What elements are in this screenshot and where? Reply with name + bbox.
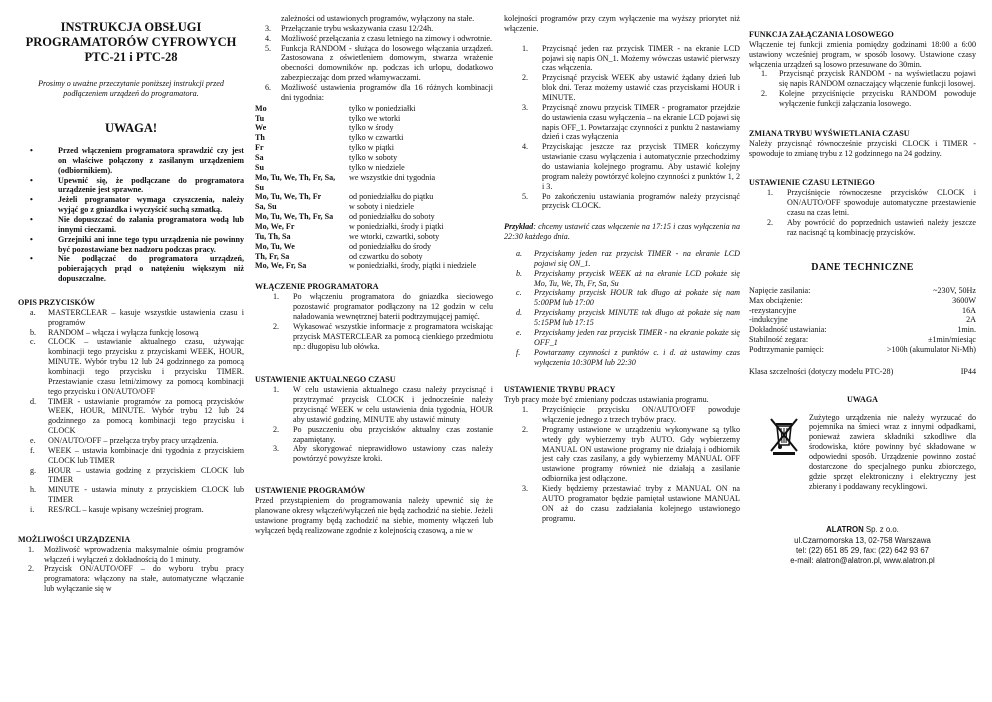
tech-value: 3600W	[952, 295, 976, 305]
list-item	[255, 292, 493, 322]
list-text: MASTERCLEAR – kasuje wszystkie ustawienia czasu i programów	[48, 307, 244, 327]
bullet-icon: •	[30, 175, 33, 185]
losowa-text: Włączenie tej funkcji zmienia pomiędzy godzinami 18:00 a 6:00 ustawiony wcześniej program, w sposób losowy. Ustawione czasy włączenia urządzeń są losowo przesuwane do 30min.	[749, 39, 976, 69]
list-item	[504, 44, 740, 74]
list-text: Przycisnąć przycisk RANDOM - na wyświetlaczu pojawi się napis RANDOM oznaczający włączenie funkcji losowej.	[779, 69, 976, 89]
list-marker: 5.	[522, 191, 529, 201]
list-text: Przyciśnięcie przycisku ON/AUTO/OFF powoduje włączenie jednego z trzech trybów pracy.	[542, 405, 740, 424]
list-marker: 1.	[761, 69, 768, 79]
list-text: Przycisnąć jeden raz przycisk TIMER - na ekranie LCD pojawi się napis ON_1. Możemy wówczas ustawić pierwszy czas włączenia.	[542, 43, 740, 73]
tech-row	[749, 325, 976, 335]
letni-list	[749, 188, 976, 237]
example-text: Przykład: chcemy ustawić czas włączenie na 17:15 i czas wyłączenia na 22:30 każdego dnia.	[504, 222, 740, 242]
bullet-icon: •	[30, 145, 33, 155]
list-marker: 2.	[273, 424, 280, 434]
list-text: RANDOM – włącza i wyłącza funkcję losową	[48, 327, 199, 337]
tryb-list	[504, 405, 740, 523]
list-text: WEEK – ustawia kombinacje dni tygodnia z przyciskiem CLOCK lub TIMER	[48, 445, 244, 465]
day-code: Mo	[255, 103, 267, 113]
list-item: • Przed włączeniem programatora sprawdzić czy jest on właściwe połączony z zasilanym urządzeniem (odbiornikiem).	[18, 146, 244, 176]
list-marker: 2.	[761, 89, 768, 99]
list-item	[18, 545, 244, 565]
list-item	[255, 444, 493, 464]
day-description: tylko w poniedziałki	[349, 103, 416, 113]
list-text: Możliwość ustawienia programów dla 16 różnych kombinacji dni tygodnia:	[281, 83, 493, 102]
list-marker: 3.	[273, 444, 280, 454]
bullet-icon: •	[30, 254, 33, 264]
list-item	[749, 89, 976, 109]
tech-row	[749, 296, 976, 306]
list-marker: 3.	[265, 23, 272, 33]
document-title: INSTRUKCJA OBSŁUGI PROGRAMATORÓW CYFROWYCH PTC-21 i PTC-28	[25, 20, 237, 64]
list-text: Po włączeniu programatora do gniazdka sieciowego pozostawić programator podłączony na 12 godzin w celu naładowania wewnętrznej baterii podtrzymującej pamięć.	[293, 292, 493, 321]
day-description: w poniedziałki, środy i piątki	[349, 222, 444, 232]
list-text: RES/RCL – kasuje wpisany wcześniej program.	[48, 505, 204, 515]
list-text: Kiedy będziemy przestawiać tryby z MANUAL ON na AUTO programator będzie pamiętał ustawione MANUAL ON aż do czasu zadziałania kolejnego ustawionego programu.	[542, 483, 740, 523]
day-code: Fr	[255, 143, 264, 153]
list-text: Wykasować wszystkie informacje z programatora wciskając przycisk MASTERCLEAR za pomocą cienkiego przedmiotu np.: długopisu lub ołówka.	[293, 321, 493, 351]
list-text: Powtarzamy czynności z punktów c. i d. aż ustawimy czas wyłączenia 10:30PM lub 22:30	[534, 347, 740, 367]
programy-text: Przed przystąpieniem do programowania należy upewnić się że planowane okresy włączeń/wyłączeń nie będą zachodzić na siebie. Jeżeli ustawione programy będą zachodzić na siebie, momenty włączeń lub wyłączeń będą realizowane zgodnie z kolejnością czasową, a nie w	[255, 495, 493, 535]
tech-value: >100h (akumulator Ni-Mh)	[886, 344, 976, 354]
wlaczenie-list	[255, 292, 493, 351]
list-item	[504, 249, 740, 269]
list-text: Programy ustawione w urządzeniu wykonywane są tylko wtedy gdy wybierzemy tryb AUTO. Gdy wybierzemy MANUAL ON ustawione programy nie działają i odbiornik jest cały czas zasilany, a gdy wybierzemy MANUAL OFF ustawione programy również nie działają a zasilanie odbiornika jest odłączone.	[542, 424, 740, 484]
list-item	[504, 308, 740, 328]
list-item	[749, 218, 976, 238]
list-text: HOUR – ustawia godzinę z przyciskiem CLOCK lub TIMER	[48, 465, 244, 485]
tech-value: 1min.	[957, 325, 976, 335]
list-item: • Nie dopuszczać do zalania programatora wodą lub innymi cieczami.	[18, 215, 244, 235]
list-item	[18, 337, 244, 396]
list-item	[255, 425, 493, 445]
day-description: tylko w soboty	[349, 153, 398, 163]
day-code: Th, Fr, Sa	[255, 251, 290, 261]
wlaczenie-heading: WŁĄCZENIE PROGRAMATORA	[255, 282, 379, 292]
tech-key: Napięcie zasilania:	[749, 285, 811, 295]
warning-list	[18, 146, 244, 284]
tech-row	[749, 286, 976, 296]
list-text: ON/AUTO/OFF – przełącza tryby pracy urządzenia.	[48, 436, 219, 446]
tech-specs	[749, 286, 976, 355]
list-item	[504, 142, 740, 191]
list-marker: d.	[516, 308, 523, 318]
continued-text: zależności od ustawionych programów, wyłączony na stałe.	[281, 14, 475, 23]
list-text: Przyciskamy jeden raz przycisk TIMER - na ekranie LCD pojawi się ON_1.	[534, 249, 740, 268]
list-item: • Grzejniki ani inne tego typu urządzenia nie powinny być pozostawiane bez nadzoru podczas pracy.	[18, 235, 244, 255]
list-text: Przyciskamy przycisk MINUTE tak długo aż pokaże się nam 5:15PM lub 17:15	[534, 308, 740, 328]
day-code: Mo, We, Fr, Sa	[255, 261, 307, 271]
list-text: MINUTE - ustawia minuty z przyciskiem CLOCK lub TIMER	[48, 485, 244, 505]
bullet-icon: •	[30, 234, 33, 244]
list-item	[504, 73, 740, 103]
day-code: Mo, Tu, We, Th, Fr	[255, 192, 322, 202]
list-marker: 4.	[265, 33, 272, 43]
list-marker: a.	[516, 249, 523, 259]
aktualny-czas-heading: USTAWIENIE AKTUALNEGO CZASU	[255, 375, 396, 385]
list-text: Przycisk ON/AUTO/OFF – do wyboru trybu pracy programatora: włączony na stałe, automatyczne włączanie lub wyłączanie się w	[44, 564, 244, 594]
day-code: Mo, Tu, We, Th, Fr, Sa, Su	[255, 172, 336, 192]
list-item	[504, 348, 740, 368]
list-marker: 2.	[767, 217, 774, 227]
list-marker: c.	[30, 337, 36, 347]
tech-heading: DANE TECHNICZNE	[811, 261, 914, 273]
tryb-heading: USTAWIENIE TRYBU PRACY	[504, 385, 616, 395]
wyswietlanie-heading: ZMIANA TRYBU WYŚWIETLANIA CZASU	[749, 128, 910, 138]
company-email: e-mail: alatron@alatron.pl, www.alatron.pl	[790, 555, 935, 565]
list-item	[18, 485, 244, 505]
company-address: ul.Czarnomorska 13, 02-758 Warszawa	[794, 535, 931, 545]
list-marker: c.	[516, 288, 522, 298]
bullet-icon: •	[30, 214, 33, 224]
list-marker: a.	[30, 307, 36, 317]
day-code: We	[255, 123, 267, 133]
column-2	[255, 14, 493, 535]
list-item	[504, 425, 740, 484]
day-code: Mo, We, Fr	[255, 222, 295, 232]
programy-steps	[504, 44, 740, 212]
list-marker: 2.	[522, 73, 529, 83]
list-item	[504, 288, 740, 308]
day-code: Mo, Tu, We, Th, Fr, Sa	[255, 212, 334, 222]
list-marker: 1.	[522, 43, 529, 53]
list-text: Przyciskamy jeden raz przycisk TIMER - na ekranie pokaże się OFF_1	[534, 327, 740, 347]
column-4	[749, 14, 976, 566]
list-marker: g.	[30, 465, 37, 475]
list-item	[255, 322, 493, 352]
list-marker: 2.	[273, 321, 280, 331]
list-item	[255, 44, 493, 83]
list-text: Możliwość przełączania z czasu letniego na zimowy i odwrotnie.	[281, 33, 493, 43]
list-text: Kolejne przyciśnięcie przycisku RANDOM powoduje wyłączenie funkcji załączania losowego.	[779, 89, 976, 109]
list-item	[18, 466, 244, 486]
tech-value: ±1min/miesiąc	[927, 335, 976, 345]
list-text: Możliwość wprowadzenia maksymalnie ośmiu programów włączeń i wyłączeń z dokładnością do 1 minuty.	[44, 544, 244, 564]
list-marker: e.	[516, 327, 522, 337]
tech-key: Podtrzymanie pamięci:	[749, 344, 824, 354]
list-text: CLOCK – ustawianie aktualnego czasu, używając kombinacji tego przycisku z przyciskami WEEK, HOUR, MINUTE. Wybór trybu 12 lub 24 godzinnego za pomocą kombinacji tego przycisku i przycisku TIMER. Przestawianie czasu letni/zimowy za pomocą kombinacji tego przycisku i ON/AUTO/OFF	[48, 337, 244, 396]
list-text: Aby powrócić do poprzednich ustawień należy jeszcze raz nacisnąć tą kombinację przycisków.	[787, 217, 976, 237]
tech-value: 2A	[966, 315, 976, 325]
company-info: ALATRON Sp. z o.o. ul.Czarnomorska 13, 02-758 Warszawa tel: (22) 651 85 29, fax: (22) 642 93 67 e-mail: alatron@alatron.pl, www.alatron.pl	[749, 525, 976, 566]
example-steps	[504, 249, 740, 367]
list-marker: f.	[516, 347, 521, 357]
tech-key: Stabilność zegara:	[749, 335, 809, 345]
list-item: • Jeżeli programator wymaga czyszczenia, należy wyjąć go z gniazdka i wyczyścić suchą szmatką.	[18, 195, 244, 215]
list-text: Przycisnąć przycisk WEEK aby ustawić żądany dzień lub blok dni. Teraz możemy ustawić czas przyciskami HOUR i MINUTE.	[542, 73, 740, 103]
list-item	[18, 436, 244, 446]
opis-list	[18, 308, 244, 515]
list-item	[18, 308, 244, 328]
tech-row	[749, 315, 976, 325]
column-1	[18, 14, 244, 594]
company-name: ALATRON	[826, 525, 864, 535]
day-code: Sa	[255, 153, 264, 163]
list-marker: 2.	[28, 564, 35, 574]
list-marker: 3.	[522, 483, 529, 493]
day-description: w soboty i niedziele	[349, 202, 414, 212]
list-item	[504, 328, 740, 348]
list-text: Funkcja RANDOM - służąca do losowego włączania urządzeń. Zastosowana z oświetleniem domowym, stwarza wrażenie obecności domowników np. podczas ich urlopu, dodatkowo zabezpieczając dom przed włamywaczami.	[281, 43, 493, 83]
list-marker: 1.	[28, 544, 35, 554]
mozliwosci-heading: MOŻLIWOŚCI URZĄDZENIA	[18, 534, 131, 544]
list-item	[255, 385, 493, 424]
list-marker: 5.	[265, 43, 272, 53]
programy-heading: USTAWIENIE PROGRAMÓW	[255, 486, 366, 496]
intro-text: Prosimy o uważne przeczytanie poniższej instrukcji przed podłączeniem urządzeń do programatora.	[38, 79, 224, 98]
weee-text: Zużytego urządzenia nie należy wyrzucać do pojemnika na śmieci wraz z innymi odpadkami, ponieważ zawiera składniki szkodliwe dla środowiska, które powinny być składowane w odpowiedni sposób. Urządzenie powinno zostać dostarczone do specjalnego punku zbiorczego, gdzie sprzęt elektroniczny i elektryczny jest zbierany i poddawany recyklingowi.	[809, 412, 976, 491]
tech-key: Dokładność ustawiania:	[749, 325, 827, 335]
list-marker: 4.	[522, 142, 529, 152]
list-marker: b.	[516, 268, 523, 278]
list-text: W celu ustawienia aktualnego czasu należy przycisnąć i przytrzymać przycisk CLOCK i jednocześnie należy przycisnąć WEEK w celu ustawienia dnia tygodnia, HOUR aby ustawić godzinę, MINUTE aby ustawić minuty	[293, 385, 493, 424]
aktualny-czas-list	[255, 385, 493, 464]
company-phone: tel: (22) 651 85 29, fax: (22) 642 93 67	[795, 545, 930, 555]
list-marker: 1.	[522, 405, 529, 415]
list-marker: 1.	[767, 188, 774, 198]
list-marker: e.	[30, 436, 36, 446]
column-3	[504, 14, 740, 523]
tech-row	[749, 306, 976, 316]
list-item	[18, 564, 244, 594]
list-text: Przełączanie trybu wskazywania czasu 12/24h.	[281, 23, 434, 33]
list-item	[255, 83, 493, 103]
list-text: Przyciskamy przycisk HOUR tak długo aż pokaże się nam 5:00PM lub 17:00	[534, 288, 740, 308]
list-marker: 1.	[273, 292, 280, 302]
tech-key: -rezystancyjne	[749, 305, 797, 315]
day-description: w poniedziałki, środy, piątki i niedziele	[349, 261, 477, 271]
day-code: Su	[255, 162, 265, 172]
day-description: tylko we wtorki	[349, 113, 401, 123]
list-item	[504, 192, 740, 212]
losowa-heading: FUNKCJA ZAŁĄCZANIA LOSOWEGO	[749, 30, 894, 39]
list-item	[749, 69, 976, 89]
list-item	[18, 505, 244, 515]
list-marker: 1.	[273, 385, 280, 395]
continued-text: kolejności programów przy czym wyłączenie ma wyższy priorytet niż włączenie.	[504, 14, 740, 33]
weee-notice	[749, 413, 976, 492]
list-marker: h.	[30, 485, 37, 495]
day-description: tylko w czwartki	[349, 133, 404, 143]
tech-row: Klasa szczelności (dotyczy modelu PTC-28) IP44	[749, 366, 976, 376]
tech-key: Max obciążenie:	[749, 295, 803, 305]
list-text: TIMER - ustawianie programów za pomocą przycisków WEEK, HOUR, MINUTE. Wybór trybu 12 lub 24 godzinnego za pomocą kombinacji tego przycisku i CLOCK	[48, 396, 244, 436]
weee-heading: UWAGA	[846, 394, 879, 404]
day-description: od poniedziałku do soboty	[349, 212, 435, 222]
day-code: Tu, Th, Sa	[255, 231, 291, 241]
tech-row	[749, 345, 976, 355]
list-item	[749, 188, 976, 218]
crossed-bin-icon	[767, 415, 801, 455]
letni-heading: USTAWIENIE CZASU LETNIEGO	[749, 178, 875, 188]
list-text: Przycisnąć znowu przycisk TIMER - programator przejdzie do ustawienia czasu wyłączenia – na ekranie LCD pojawi się napis OFF_1. Powtarzając czynności z punktu 2 nastawiamy dzień i czas wyłączenia	[542, 102, 740, 142]
day-code: Sa, Su	[255, 202, 277, 212]
day-description: od czwartku do soboty	[349, 251, 423, 261]
list-marker: f.	[30, 445, 35, 455]
day-description: od poniedziałku do środy	[349, 241, 432, 251]
bullet-icon: •	[30, 195, 33, 205]
list-text: Po zakończeniu ustawiania programów należy przycisnąć przycisk CLOCK.	[542, 191, 740, 211]
day-description: we wtorki, czwartki, soboty	[349, 231, 440, 241]
day-description: we wszystkie dni tygodnia	[349, 172, 436, 182]
tech-key: -indukcyjne	[749, 315, 788, 325]
list-marker: 3.	[522, 102, 529, 112]
day-description: tylko w niedziele	[349, 162, 405, 172]
list-item: • Nie podłączać do programatora urządzeń, pobierających prąd o natężeniu większym niż dopuszczalne.	[18, 254, 244, 284]
list-item	[255, 34, 493, 44]
mozliwosci-list-continued	[255, 24, 493, 103]
list-marker: i.	[30, 505, 35, 515]
opis-heading: OPIS PRZYCISKÓW	[18, 298, 96, 307]
day-combinations	[255, 104, 493, 272]
warning-heading: UWAGA!	[104, 120, 158, 135]
list-item	[504, 269, 740, 289]
day-code: Th	[255, 133, 265, 143]
list-item	[504, 405, 740, 425]
list-item	[255, 24, 493, 34]
list-text: Po puszczeniu obu przycisków aktualny czas zostanie zapamiętany.	[293, 424, 493, 444]
list-text: Przyciśnięcie równoczesne przycisków CLOCK i ON/AUTO/OFF spowoduje automatyczne przestawienie czasu na czas letni.	[787, 188, 976, 218]
tech-value: 16A	[962, 305, 976, 315]
list-text: Przyciskamy przycisk WEEK aż na ekranie LCD pokaże się Mo, Tu, We, Th, Fr, Sa, Su	[534, 268, 740, 288]
list-item	[504, 484, 740, 523]
list-marker: b.	[30, 327, 37, 337]
list-item	[18, 397, 244, 436]
list-marker: 6.	[265, 83, 272, 93]
tryb-text: Tryb pracy może być zmieniany podczas ustawiania programu.	[504, 395, 709, 405]
tech-value: ~230V, 50Hz	[933, 285, 976, 295]
day-description: tylko w piątki	[349, 143, 394, 153]
list-marker: 2.	[522, 424, 529, 434]
day-description: tylko w środy	[349, 123, 394, 133]
wyswietlanie-text: Należy przycisnąć równocześnie przyciski CLOCK i TIMER - spowoduje to zmianę trybu z 12 godzinnego na 24 godziny.	[749, 138, 976, 158]
list-item	[504, 103, 740, 142]
losowa-list	[749, 69, 976, 108]
list-marker: d.	[30, 396, 37, 406]
day-code: Tu	[255, 113, 265, 123]
day-code: Mo, Tu, We	[255, 241, 295, 251]
mozliwosci-list	[18, 545, 244, 594]
list-text: Aby skorygować nieprawidłowo ustawiony czas należy powtórzyć powyższe kroki.	[293, 444, 493, 464]
tech-row	[749, 335, 976, 345]
list-item: • Upewnić się, że podłączane do programatora urządzenie jest sprawne.	[18, 176, 244, 196]
list-item	[18, 328, 244, 338]
list-item	[18, 446, 244, 466]
day-description: od poniedziałku do piątku	[349, 192, 434, 202]
list-text: Przyciskając jeszcze raz przycisk TIMER kończymy ustawianie czasu wyłączenia i automatycznie przechodzimy do ustawiania kolejnego programu. Aby ustawić kolejny program należy powtórzyć kolejno czynności z punktów 1, 2 i 3.	[542, 142, 740, 191]
